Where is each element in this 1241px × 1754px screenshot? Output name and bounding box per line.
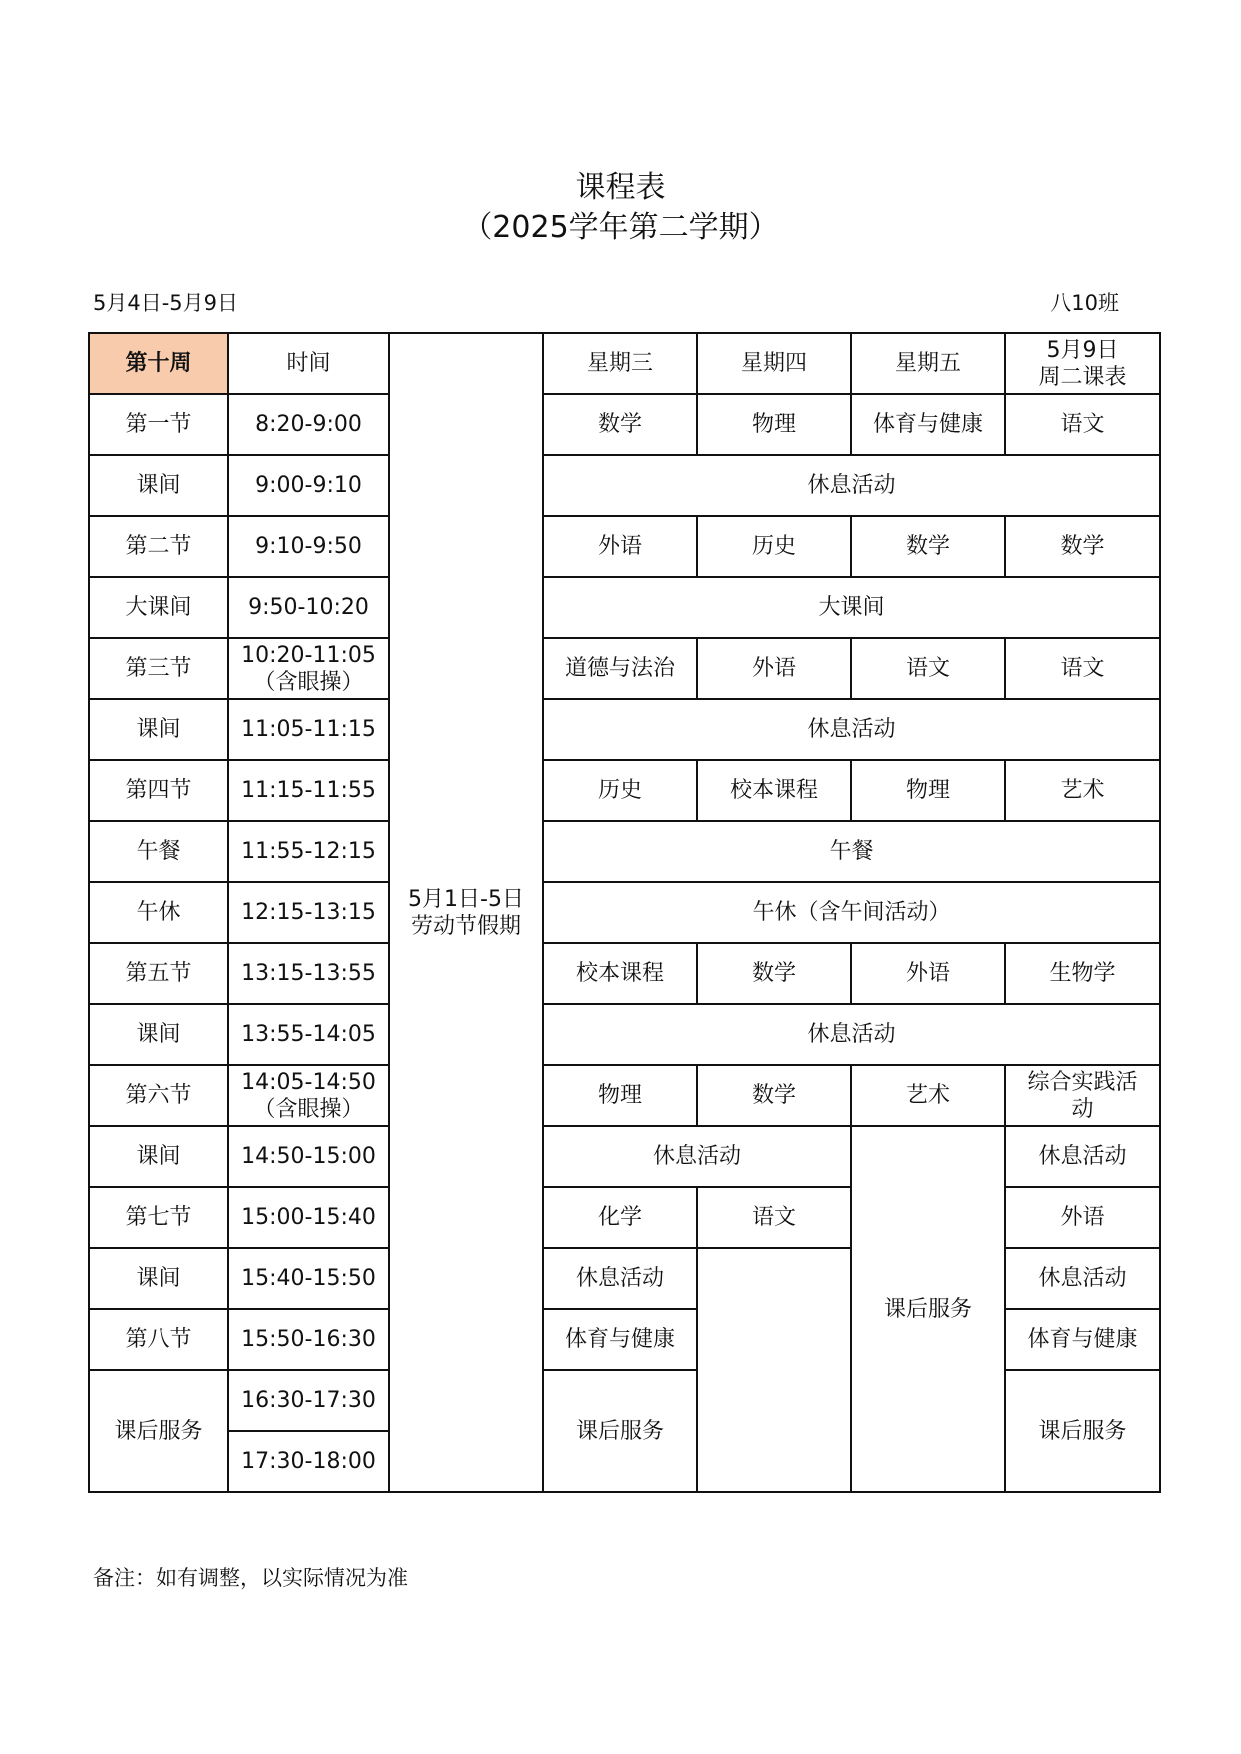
schedule-table <box>88 332 1161 1493</box>
page-subtitle: （2025学年第二学期） <box>462 210 779 245</box>
course-cell: 数学 <box>697 943 851 1004</box>
course-cell: 数学 <box>543 394 697 455</box>
period-time <box>228 638 389 699</box>
course-cell: 外语 <box>543 516 697 577</box>
course-cell: 历史 <box>543 760 697 821</box>
course-cell: 数学 <box>851 516 1005 577</box>
period-time-note: （含眼操） <box>253 669 364 695</box>
course-cell: 语文 <box>1005 394 1160 455</box>
period-label: 课间 <box>89 699 228 760</box>
course-cell: 休息活动 <box>1005 1248 1160 1309</box>
special-day-date: 5月9日 <box>1046 337 1119 363</box>
period-label: 午休 <box>89 882 228 943</box>
period-label: 第二节 <box>89 516 228 577</box>
special-day-header <box>1005 333 1160 394</box>
table-row <box>89 394 1160 455</box>
day-header: 星期四 <box>697 333 851 394</box>
course-cell: 休息活动 <box>543 1248 697 1309</box>
merged-activity-cell: 休息活动 <box>543 1126 851 1187</box>
class-name: 八10班 <box>1050 291 1119 315</box>
period-time-range: 14:05-14:50 <box>241 1069 376 1095</box>
table-row <box>89 577 1160 638</box>
period-time: 15:50-16:30 <box>228 1309 389 1370</box>
period-time: 11:55-12:15 <box>228 821 389 882</box>
table-row <box>89 638 1160 699</box>
period-time: 12:15-13:15 <box>228 882 389 943</box>
period-label: 第七节 <box>89 1187 228 1248</box>
day-header: 星期五 <box>851 333 1005 394</box>
course-cell: 外语 <box>697 638 851 699</box>
week-label: 第十周 <box>89 333 228 394</box>
course-cell: 艺术 <box>1005 760 1160 821</box>
course-cell-line: 动 <box>1071 1096 1094 1122</box>
period-time: 9:50-10:20 <box>228 577 389 638</box>
period-label: 课后服务 <box>89 1370 228 1492</box>
header-row <box>89 333 1160 394</box>
course-cell: 艺术 <box>851 1065 1005 1126</box>
course-cell: 语文 <box>1005 638 1160 699</box>
table-row <box>89 699 1160 760</box>
period-time: 9:10-9:50 <box>228 516 389 577</box>
course-cell: 物理 <box>697 394 851 455</box>
period-label: 大课间 <box>89 577 228 638</box>
period-time: 14:50-15:00 <box>228 1126 389 1187</box>
course-cell: 休息活动 <box>1005 1126 1160 1187</box>
day-header: 星期三 <box>543 333 697 394</box>
course-cell: 语文 <box>851 638 1005 699</box>
course-cell: 课后服务 <box>1005 1370 1160 1492</box>
special-day-note: 周二课表 <box>1038 364 1127 390</box>
course-cell: 外语 <box>1005 1187 1160 1248</box>
period-label: 第三节 <box>89 638 228 699</box>
footnote: 备注：如有调整，以实际情况为准 <box>93 1566 408 1590</box>
course-cell: 课后服务 <box>543 1370 697 1492</box>
table-row <box>89 943 1160 1004</box>
empty-cell <box>697 1248 851 1492</box>
period-label: 第八节 <box>89 1309 228 1370</box>
title-block <box>0 168 1241 248</box>
table-row <box>89 455 1160 516</box>
course-cell: 体育与健康 <box>543 1309 697 1370</box>
period-label: 课间 <box>89 1126 228 1187</box>
date-range: 5月4日-5月9日 <box>93 291 239 315</box>
period-time-note: （含眼操） <box>253 1096 364 1122</box>
table-row <box>89 516 1160 577</box>
period-label: 课间 <box>89 1004 228 1065</box>
course-cell: 生物学 <box>1005 943 1160 1004</box>
course-cell-line: 综合实践活 <box>1027 1069 1138 1095</box>
merged-activity-cell: 午休（含午间活动） <box>543 882 1160 943</box>
course-cell: 化学 <box>543 1187 697 1248</box>
holiday-dates: 5月1日-5日 <box>408 886 524 912</box>
page-title: 课程表 <box>575 170 666 205</box>
course-cell: 道德与法治 <box>543 638 697 699</box>
period-time <box>228 1065 389 1126</box>
friday-after-service-cell: 课后服务 <box>851 1126 1005 1492</box>
period-time: 9:00-9:10 <box>228 455 389 516</box>
course-cell: 物理 <box>851 760 1005 821</box>
merged-activity-cell: 休息活动 <box>543 1004 1160 1065</box>
table-row <box>89 882 1160 943</box>
merged-activity-cell: 休息活动 <box>543 455 1160 516</box>
period-label: 课间 <box>89 1248 228 1309</box>
period-time: 15:00-15:40 <box>228 1187 389 1248</box>
period-label: 课间 <box>89 455 228 516</box>
merged-activity-cell: 午餐 <box>543 821 1160 882</box>
period-label: 第六节 <box>89 1065 228 1126</box>
period-time-range: 10:20-11:05 <box>241 642 376 668</box>
holiday-name: 劳动节假期 <box>410 913 521 939</box>
table-row <box>89 760 1160 821</box>
holiday-cell <box>389 333 543 1492</box>
course-cell: 体育与健康 <box>851 394 1005 455</box>
course-cell: 数学 <box>1005 516 1160 577</box>
merged-activity-cell: 大课间 <box>543 577 1160 638</box>
period-time: 8:20-9:00 <box>228 394 389 455</box>
period-time: 11:15-11:55 <box>228 760 389 821</box>
course-cell: 数学 <box>697 1065 851 1126</box>
table-row <box>89 1004 1160 1065</box>
period-time: 11:05-11:15 <box>228 699 389 760</box>
period-label: 第五节 <box>89 943 228 1004</box>
period-time: 16:30-17:30 <box>228 1370 389 1431</box>
course-cell: 校本课程 <box>697 760 851 821</box>
period-time: 15:40-15:50 <box>228 1248 389 1309</box>
period-label: 第四节 <box>89 760 228 821</box>
period-label: 午餐 <box>89 821 228 882</box>
table-row <box>89 821 1160 882</box>
period-time: 13:55-14:05 <box>228 1004 389 1065</box>
course-cell: 校本课程 <box>543 943 697 1004</box>
course-cell: 历史 <box>697 516 851 577</box>
time-header: 时间 <box>228 333 389 394</box>
period-time: 17:30-18:00 <box>228 1431 389 1492</box>
course-cell: 语文 <box>697 1187 851 1248</box>
course-cell: 外语 <box>851 943 1005 1004</box>
period-label: 第一节 <box>89 394 228 455</box>
period-time: 13:15-13:55 <box>228 943 389 1004</box>
course-cell: 体育与健康 <box>1005 1309 1160 1370</box>
course-cell <box>1005 1065 1160 1126</box>
merged-activity-cell: 休息活动 <box>543 699 1160 760</box>
table-row <box>89 1065 1160 1126</box>
course-cell: 物理 <box>543 1065 697 1126</box>
table-row <box>89 1126 1160 1187</box>
